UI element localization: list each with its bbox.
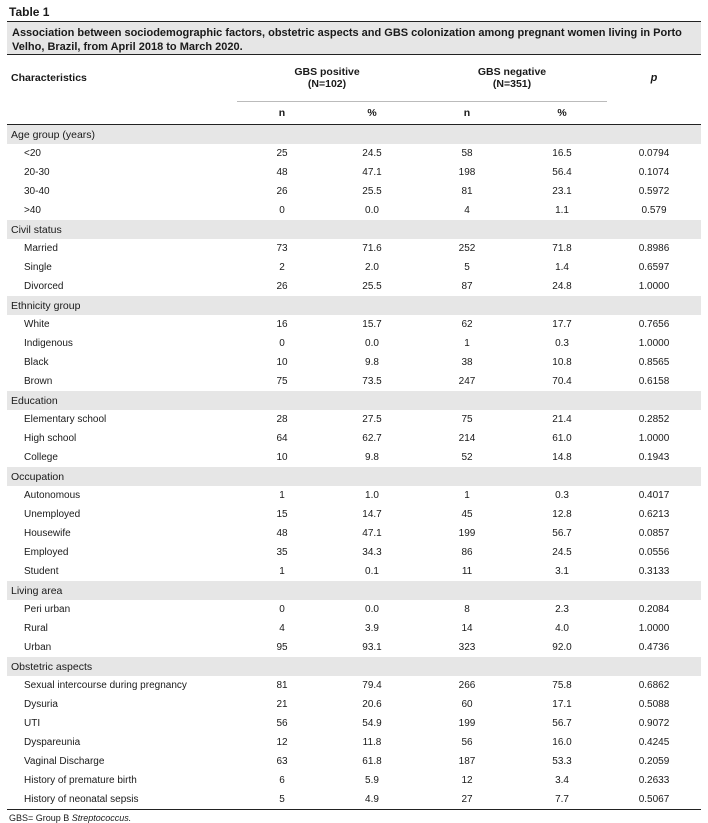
- cell-neg-pct: 24.5: [552, 547, 572, 558]
- row-label: 30-40: [24, 186, 50, 197]
- cell-neg-pct: 23.1: [552, 186, 572, 197]
- cell-pos-pct: 25.5: [362, 186, 382, 197]
- header-p-value: p: [607, 55, 701, 102]
- cell-neg-n: 87: [461, 281, 473, 292]
- table-caption: Association between sociodemographic factors, obstetric aspects and GBS colonization among pregnant women living in Porto Velho, Brazil, from April 2018 to March 2020.: [7, 22, 701, 54]
- cell-neg-pct: 4.0: [555, 623, 569, 634]
- cell-p-value: 1.0000: [638, 623, 670, 634]
- row-label: <20: [24, 148, 41, 159]
- cell-pos-pct: 4.9: [327, 790, 417, 810]
- cell-pos-n: 0: [279, 338, 285, 349]
- table-row: [7, 239, 701, 258]
- cell-pos-pct: 62.7: [362, 433, 382, 444]
- cell-p-value: 0.5088: [638, 699, 670, 710]
- row-label: UTI: [24, 718, 41, 729]
- subheader-blank-p: [607, 102, 701, 125]
- cell-p-value: 0.9072: [638, 718, 670, 729]
- cell-neg-pct: 24.8: [552, 281, 572, 292]
- cell-pos-pct: 25.5: [362, 281, 382, 292]
- cell-neg-pct: 56.7: [552, 528, 572, 539]
- cell-neg-n: 199: [458, 528, 476, 539]
- subheader-pos-pct: %: [327, 102, 417, 125]
- cell-neg-n: 1: [464, 490, 470, 501]
- cell-pos-n: 2: [279, 262, 285, 273]
- cell-neg-n: 252: [458, 243, 476, 254]
- cell-neg-n: 8: [464, 604, 470, 615]
- table-footnote: [7, 813, 701, 823]
- cell-pos-n: 63: [276, 756, 288, 767]
- table-row: [7, 714, 701, 733]
- cell-pos-n: 26: [276, 186, 288, 197]
- cell-neg-pct: 0.3: [555, 490, 569, 501]
- cell-pos-pct: 61.8: [362, 756, 382, 767]
- cell-pos-n: 4: [279, 623, 285, 634]
- table-row: [7, 163, 701, 182]
- cell-pos-pct: 0.0: [365, 338, 379, 349]
- cell-pos-n: 10: [276, 357, 288, 368]
- cell-pos-n: 56: [276, 718, 288, 729]
- cell-pos-n: 48: [276, 167, 288, 178]
- cell-neg-pct: 56.4: [552, 167, 572, 178]
- table-row: [7, 201, 701, 220]
- cell-pos-n: 16: [276, 319, 288, 330]
- cell-pos-n: 26: [276, 281, 288, 292]
- cell-neg-pct: 1.1: [555, 205, 569, 216]
- cell-neg-pct: 2.3: [555, 604, 569, 615]
- row-label: White: [24, 319, 50, 330]
- row-label: Elementary school: [24, 414, 107, 425]
- cell-neg-n: 247: [458, 376, 476, 387]
- group-title: Civil status: [7, 220, 701, 239]
- cell-pos-n: 81: [276, 680, 288, 691]
- cell-neg-pct: 1.4: [555, 262, 569, 273]
- cell-neg-n: 198: [458, 167, 476, 178]
- cell-neg-n: 81: [461, 186, 473, 197]
- cell-pos-n: 48: [276, 528, 288, 539]
- header-row: [7, 55, 701, 102]
- cell-neg-pct: 3.4: [555, 775, 569, 786]
- cell-neg-n: 62: [461, 319, 473, 330]
- header-gbs-positive-label: GBS positive: [294, 66, 360, 78]
- cell-pos-pct: 9.8: [365, 357, 379, 368]
- cell-pos-pct: 14.7: [362, 509, 382, 520]
- cell-p-value: 0.5067: [607, 790, 701, 810]
- row-label: High school: [24, 433, 77, 444]
- table-row: [7, 144, 701, 163]
- cell-neg-pct: 21.4: [552, 414, 572, 425]
- cell-pos-pct: 11.8: [362, 737, 382, 748]
- cell-pos-pct: 2.0: [365, 262, 379, 273]
- cell-neg-n: 52: [461, 452, 473, 463]
- row-label: Employed: [24, 547, 69, 558]
- group-title: Living area: [7, 581, 701, 600]
- cell-neg-pct: 56.7: [552, 718, 572, 729]
- cell-pos-pct: 34.3: [362, 547, 382, 558]
- cell-p-value: 1.0000: [638, 433, 670, 444]
- header-gbs-negative: [417, 55, 607, 102]
- cell-pos-n: 95: [276, 642, 288, 653]
- cell-neg-pct: 7.7: [517, 790, 607, 810]
- row-label: 20-30: [24, 167, 50, 178]
- table-row: [7, 543, 701, 562]
- header-gbs-positive: [237, 55, 417, 102]
- cell-pos-n: 73: [276, 243, 288, 254]
- row-label: >40: [24, 205, 41, 216]
- cell-p-value: 0.4245: [638, 737, 670, 748]
- subheader-neg-n: n: [417, 102, 517, 125]
- cell-pos-n: 0: [279, 205, 285, 216]
- cell-pos-n: 28: [276, 414, 288, 425]
- cell-pos-n: 6: [279, 775, 285, 786]
- cell-neg-pct: 10.8: [552, 357, 572, 368]
- cell-p-value: 0.0556: [638, 547, 670, 558]
- row-label: College: [24, 452, 58, 463]
- cell-p-value: 1.0000: [638, 281, 670, 292]
- cell-p-value: 0.7656: [638, 319, 670, 330]
- cell-neg-n: 323: [458, 642, 476, 653]
- group-row: [7, 220, 701, 239]
- cell-p-value: 0.4736: [638, 642, 670, 653]
- cell-p-value: 0.6158: [638, 376, 670, 387]
- row-label: Rural: [24, 623, 48, 634]
- cell-p-value: 0.4017: [638, 490, 670, 501]
- cell-neg-n: 75: [461, 414, 473, 425]
- group-row: [7, 125, 701, 145]
- header-characteristics: Characteristics: [7, 55, 237, 102]
- cell-neg-n: 14: [461, 623, 473, 634]
- cell-neg-n: 1: [464, 338, 470, 349]
- group-row: [7, 467, 701, 486]
- cell-neg-n: 86: [461, 547, 473, 558]
- row-label: Indigenous: [24, 338, 73, 349]
- cell-neg-n: 5: [464, 262, 470, 273]
- table-row: [7, 752, 701, 771]
- cell-pos-n: 35: [276, 547, 288, 558]
- cell-neg-pct: 71.8: [552, 243, 572, 254]
- header-gbs-positive-count: (N=102): [307, 78, 347, 90]
- row-label: Student: [24, 566, 59, 577]
- cell-p-value: 0.0794: [638, 148, 670, 159]
- cell-pos-n: 0: [279, 604, 285, 615]
- cell-pos-pct: 24.5: [362, 148, 382, 159]
- table-row: [7, 600, 701, 619]
- row-label: Brown: [24, 376, 53, 387]
- footnote-prefix: GBS= Group B: [9, 813, 72, 823]
- cell-neg-n: 38: [461, 357, 473, 368]
- table-row: [7, 429, 701, 448]
- cell-pos-pct: 73.5: [362, 376, 382, 387]
- cell-neg-pct: 75.8: [552, 680, 572, 691]
- cell-p-value: 0.5972: [638, 186, 670, 197]
- table-row: [7, 448, 701, 467]
- cell-pos-n: 10: [276, 452, 288, 463]
- cell-neg-pct: 16.5: [552, 148, 572, 159]
- cell-neg-pct: 53.3: [552, 756, 572, 767]
- cell-p-value: 0.2633: [638, 775, 670, 786]
- table-row: [7, 733, 701, 752]
- cell-pos-pct: 1.0: [365, 490, 379, 501]
- group-title: Education: [7, 391, 701, 410]
- row-label: Dyspareunia: [24, 737, 81, 748]
- table-row: [7, 638, 701, 657]
- table-row: [7, 353, 701, 372]
- cell-pos-n: 12: [276, 737, 288, 748]
- cell-p-value: 0.6597: [638, 262, 670, 273]
- subheader-pos-n: n: [237, 102, 327, 125]
- cell-pos-pct: 0.0: [365, 604, 379, 615]
- table-row: [7, 334, 701, 353]
- cell-neg-n: 45: [461, 509, 473, 520]
- cell-pos-pct: 0.1: [365, 566, 379, 577]
- cell-pos-n: 64: [276, 433, 288, 444]
- cell-p-value: 0.8565: [638, 357, 670, 368]
- cell-neg-pct: 61.0: [552, 433, 572, 444]
- cell-neg-pct: 12.8: [552, 509, 572, 520]
- cell-p-value: 0.2084: [638, 604, 670, 615]
- cell-neg-pct: 16.0: [552, 737, 572, 748]
- row-label: Black: [24, 357, 49, 368]
- cell-p-value: 0.1074: [638, 167, 670, 178]
- cell-pos-pct: 27.5: [362, 414, 382, 425]
- header-gbs-negative-label: GBS negative: [477, 66, 547, 78]
- cell-pos-pct: 5.9: [365, 775, 379, 786]
- cell-neg-pct: 70.4: [552, 376, 572, 387]
- table-row: [7, 619, 701, 638]
- subheader-blank: [7, 102, 237, 125]
- table-container: [7, 0, 701, 823]
- cell-neg-pct: 17.7: [552, 319, 572, 330]
- subheader-row: [7, 102, 701, 125]
- table-row: [7, 182, 701, 201]
- cell-p-value: 0.6213: [638, 509, 670, 520]
- table-row: [7, 562, 701, 581]
- cell-neg-n: 4: [464, 205, 470, 216]
- cell-neg-n: 266: [458, 680, 476, 691]
- cell-neg-n: 58: [461, 148, 473, 159]
- cell-pos-pct: 3.9: [365, 623, 379, 634]
- cell-pos-pct: 79.4: [362, 680, 382, 691]
- group-row: [7, 296, 701, 315]
- table-row: [7, 505, 701, 524]
- cell-p-value: 0.2059: [638, 756, 670, 767]
- cell-p-value: 0.8986: [638, 243, 670, 254]
- row-label: Unemployed: [24, 509, 81, 520]
- group-row: [7, 657, 701, 676]
- table-row: [7, 410, 701, 429]
- cell-pos-n: 5: [237, 790, 327, 810]
- cell-neg-n: 214: [458, 433, 476, 444]
- table-row: [7, 676, 701, 695]
- cell-p-value: 0.1943: [638, 452, 670, 463]
- cell-pos-n: 15: [276, 509, 288, 520]
- table-row: [7, 524, 701, 543]
- group-title: Ethnicity group: [7, 296, 701, 315]
- group-title: Obstetric aspects: [7, 657, 701, 676]
- row-label: Single: [24, 262, 52, 273]
- cell-neg-pct: 3.1: [555, 566, 569, 577]
- footnote-italic: Streptococcus.: [71, 813, 132, 823]
- row-label: Dysuria: [24, 699, 58, 710]
- cell-neg-n: 11: [461, 566, 473, 577]
- cell-pos-pct: 54.9: [362, 718, 382, 729]
- data-table: [7, 54, 701, 810]
- header-gbs-negative-count: (N=351): [492, 78, 532, 90]
- table-row: [7, 258, 701, 277]
- cell-p-value: 0.6862: [638, 680, 670, 691]
- subheader-neg-pct: %: [517, 102, 607, 125]
- table-row: [7, 790, 701, 810]
- cell-pos-pct: 20.6: [362, 699, 382, 710]
- table-body: [7, 125, 701, 810]
- table-row: [7, 372, 701, 391]
- cell-p-value: 1.0000: [638, 338, 670, 349]
- cell-pos-pct: 47.1: [362, 528, 382, 539]
- cell-pos-pct: 47.1: [362, 167, 382, 178]
- cell-neg-pct: 14.8: [552, 452, 572, 463]
- table-row: [7, 695, 701, 714]
- group-row: [7, 391, 701, 410]
- cell-neg-n: 60: [461, 699, 473, 710]
- cell-pos-pct: 15.7: [362, 319, 382, 330]
- row-label: Peri urban: [24, 604, 71, 615]
- cell-neg-n: 199: [458, 718, 476, 729]
- cell-pos-pct: 71.6: [362, 243, 382, 254]
- row-label: History of premature birth: [24, 775, 137, 786]
- row-label: History of neonatal sepsis: [7, 790, 237, 810]
- cell-pos-n: 1: [279, 566, 285, 577]
- cell-pos-n: 75: [276, 376, 288, 387]
- row-label: Autonomous: [24, 490, 81, 501]
- cell-pos-pct: 0.0: [365, 205, 379, 216]
- cell-p-value: 0.3133: [638, 566, 670, 577]
- table-row: [7, 771, 701, 790]
- cell-p-value: 0.579: [641, 205, 667, 216]
- cell-neg-pct: 17.1: [552, 699, 572, 710]
- row-label: Divorced: [24, 281, 64, 292]
- cell-p-value: 0.2852: [638, 414, 670, 425]
- cell-pos-n: 21: [276, 699, 288, 710]
- cell-neg-n: 187: [458, 756, 476, 767]
- cell-pos-n: 1: [279, 490, 285, 501]
- cell-pos-n: 25: [276, 148, 288, 159]
- row-label: Urban: [24, 642, 52, 653]
- table-row: [7, 277, 701, 296]
- cell-neg-n: 27: [417, 790, 517, 810]
- table-row: [7, 486, 701, 505]
- group-title: Occupation: [7, 467, 701, 486]
- cell-pos-pct: 9.8: [365, 452, 379, 463]
- group-row: [7, 581, 701, 600]
- group-title: Age group (years): [7, 125, 701, 145]
- cell-neg-pct: 92.0: [552, 642, 572, 653]
- table-label: Table 1: [7, 0, 701, 22]
- cell-pos-pct: 93.1: [362, 642, 382, 653]
- cell-neg-n: 12: [461, 775, 473, 786]
- row-label: Sexual intercourse during pregnancy: [24, 680, 187, 691]
- table-row: [7, 315, 701, 334]
- row-label: Vaginal Discharge: [24, 756, 105, 767]
- row-label: Married: [24, 243, 58, 254]
- cell-neg-n: 56: [461, 737, 473, 748]
- row-label: Housewife: [24, 528, 71, 539]
- cell-p-value: 0.0857: [638, 528, 670, 539]
- cell-neg-pct: 0.3: [555, 338, 569, 349]
